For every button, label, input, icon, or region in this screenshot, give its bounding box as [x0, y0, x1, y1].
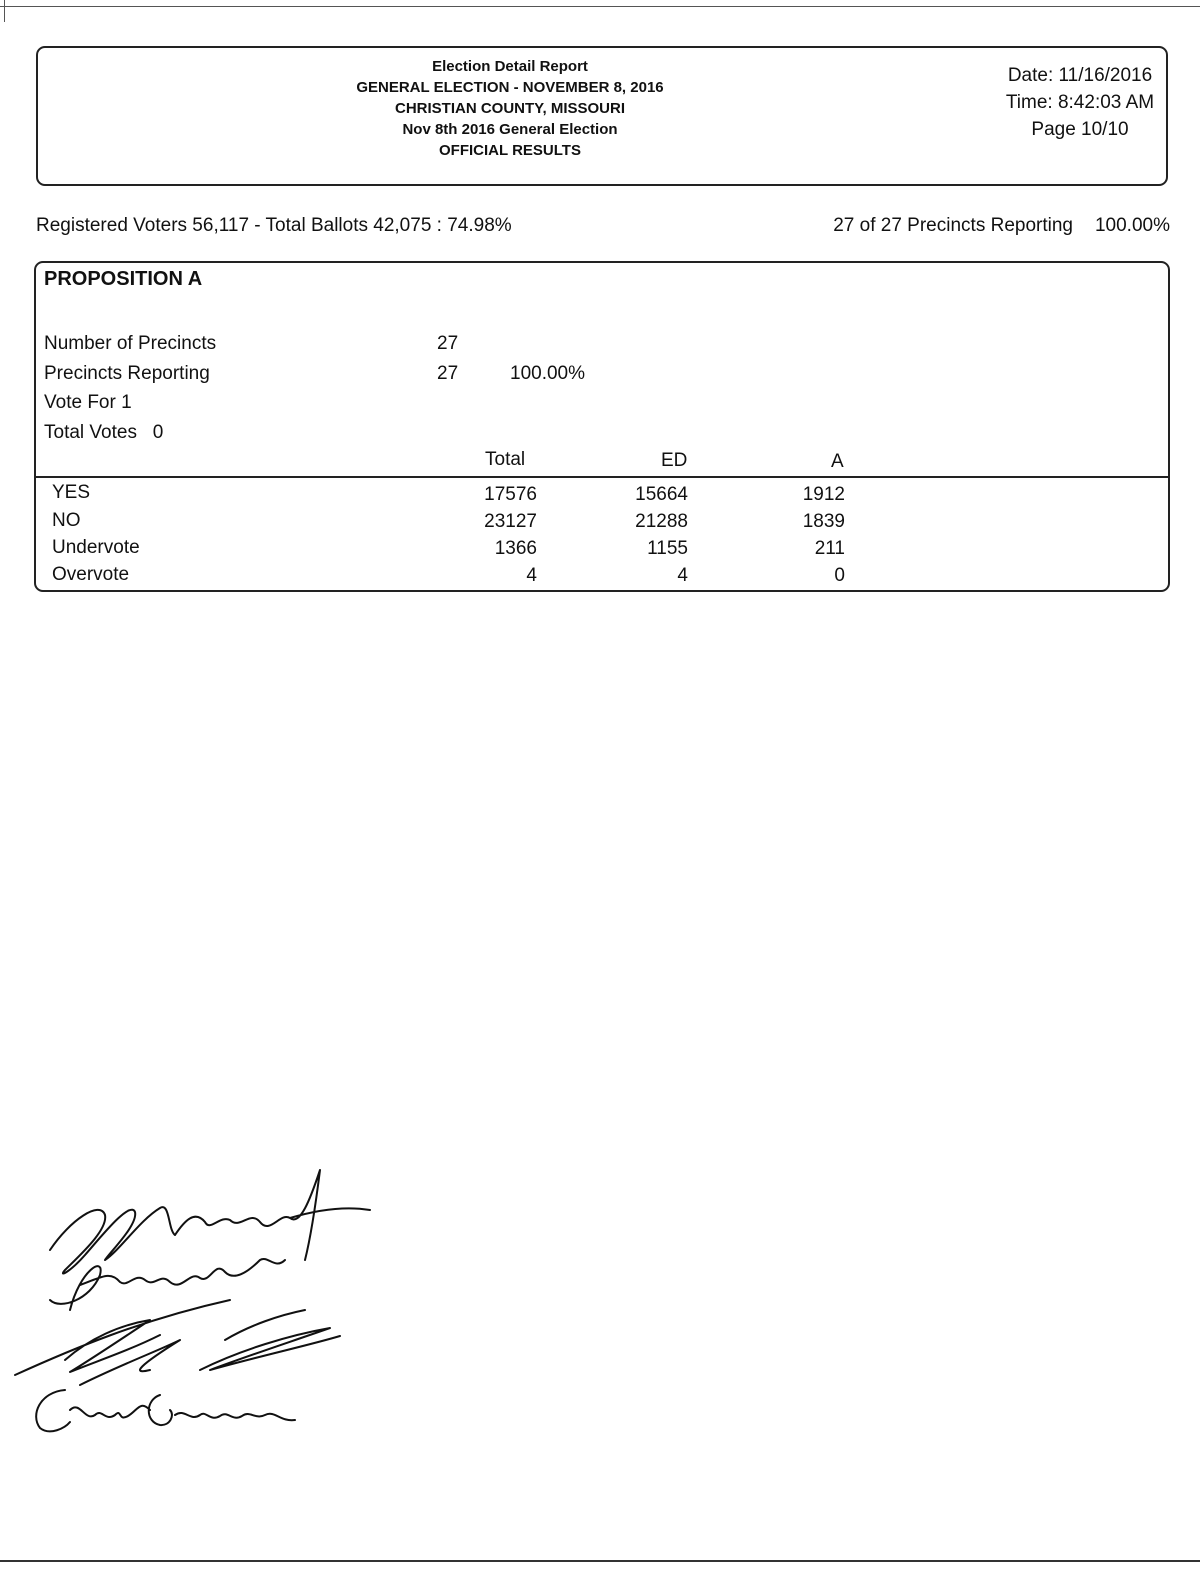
row-label: Undervote [52, 537, 140, 558]
column-header-a: A [831, 451, 844, 472]
page-number: Page 10/10 [1031, 119, 1129, 140]
column-header-ed: ED [661, 450, 688, 471]
row-ed: 1155 [647, 538, 688, 559]
row-ed: 21288 [635, 511, 688, 532]
turnout-summary: Registered Voters 56,117 - Total Ballots 42,075 : 74.98% [36, 215, 512, 236]
signature-3 [15, 1300, 340, 1385]
total-votes-label: Total Votes [44, 422, 137, 443]
precincts-reporting-label: Precincts Reporting [44, 363, 210, 384]
report-header-titles [300, 56, 720, 161]
row-a: 0 [834, 565, 845, 586]
contest-title: PROPOSITION A [44, 268, 203, 290]
row-ed: 15664 [635, 484, 688, 505]
scan-edge-top [0, 6, 1200, 7]
row-a: 211 [814, 538, 845, 559]
results-type: OFFICIAL RESULTS [439, 142, 581, 159]
precincts-summary [833, 215, 1170, 237]
jurisdiction: CHRISTIAN COUNTY, MISSOURI [394, 100, 625, 117]
election-label: Nov 8th 2016 General Election [402, 121, 618, 138]
row-a: 1839 [802, 511, 845, 532]
signatures-image [10, 1160, 390, 1450]
row-ed: 4 [677, 565, 688, 586]
row-total: 1366 [494, 538, 537, 559]
signature-4 [36, 1390, 295, 1431]
row-total: 4 [526, 565, 537, 586]
signature-1 [50, 1170, 370, 1274]
table-divider [36, 476, 1168, 478]
scan-edge-left [4, 0, 5, 22]
report-date: Date: 11/16/2016 [1007, 65, 1153, 86]
signature-2 [50, 1259, 285, 1310]
election-name: GENERAL ELECTION - NOVEMBER 8, 2016 [356, 79, 664, 96]
vote-for: Vote For 1 [44, 392, 132, 413]
report-meta [990, 62, 1170, 143]
precincts-reporting-value: 27 [437, 363, 459, 384]
total-votes-value: 0 [152, 422, 164, 443]
scan-edge-bottom [0, 1560, 1200, 1562]
row-a: 1912 [802, 484, 845, 505]
report-title: Election Detail Report [432, 58, 588, 75]
column-header-total: Total [485, 449, 526, 470]
report-time: Time: 8:42:03 AM [1005, 92, 1155, 113]
number-of-precincts-value: 27 [437, 333, 459, 354]
row-total: 17576 [484, 484, 537, 505]
precincts-reporting-text: 27 of 27 Precincts Reporting [833, 215, 1073, 236]
precincts-reporting-pct: 100.00% [1094, 215, 1170, 236]
row-total: 23127 [484, 511, 537, 532]
row-label: NO [52, 510, 81, 531]
total-votes [44, 422, 163, 444]
row-label: YES [52, 482, 91, 503]
row-label: Overvote [52, 564, 130, 585]
number-of-precincts-label: Number of Precincts [44, 333, 217, 354]
precincts-reporting-percent: 100.00% [510, 363, 586, 384]
